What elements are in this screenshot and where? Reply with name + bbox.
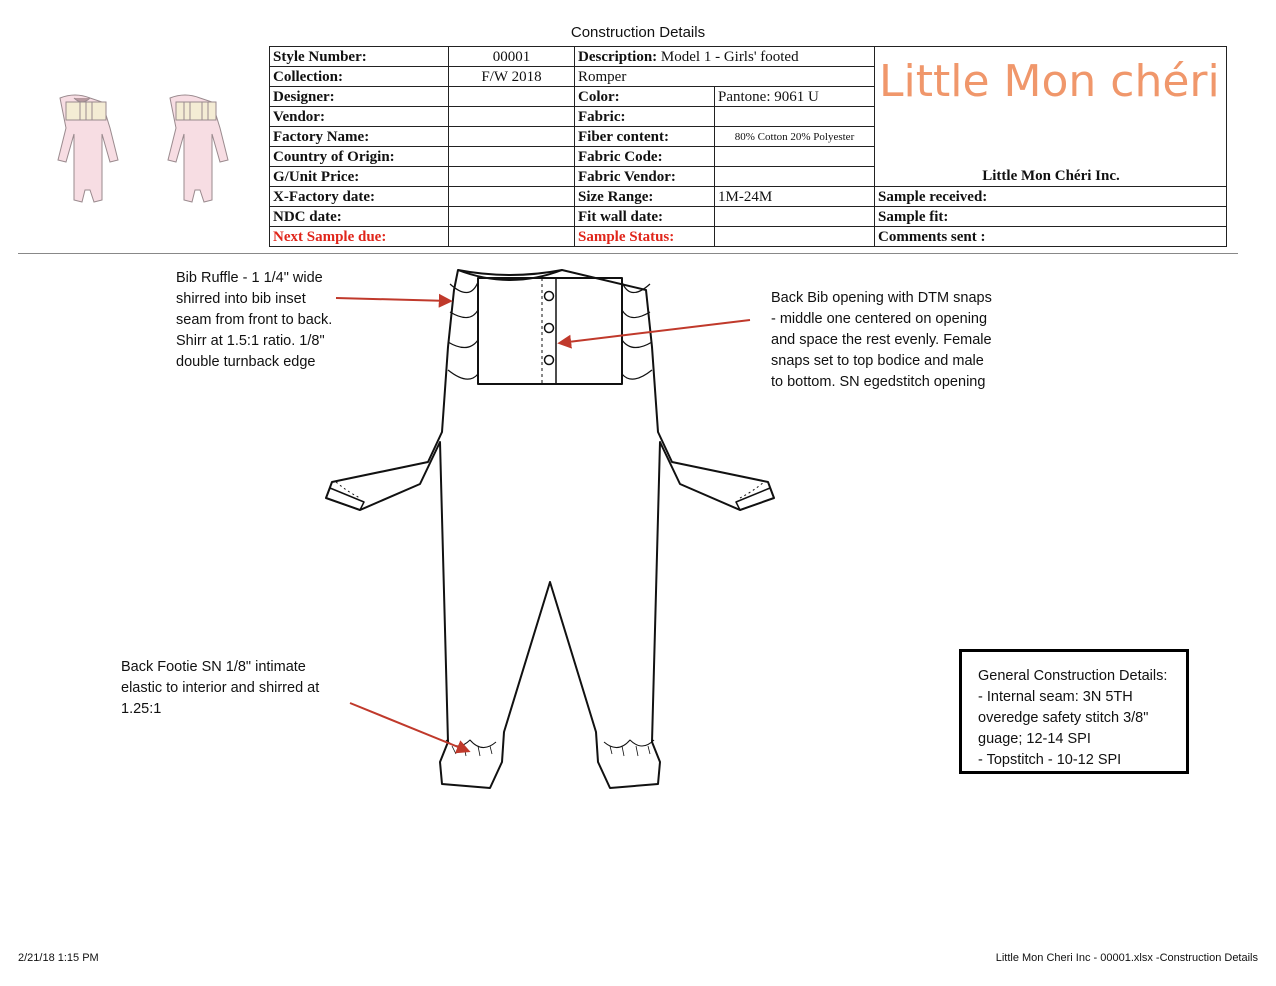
note-line: 1.25:1 — [121, 701, 162, 717]
unit-price-label: G/Unit Price: — [270, 167, 449, 187]
company-name: Little Mon Chéri Inc. — [982, 168, 1120, 184]
sample-status-label: Sample Status: — [575, 227, 715, 247]
comments-sent-label: Comments sent : — [875, 227, 1227, 247]
romper-thumbnails — [30, 90, 260, 215]
note-line: - Topstitch - 10-12 SPI — [978, 752, 1122, 768]
description-value: Model 1 - Girls' footed — [660, 49, 799, 65]
note-line: seam from front to back. — [176, 312, 333, 328]
fit-wall-value — [715, 207, 875, 227]
footer-datetime: 2/21/18 1:15 PM — [18, 952, 99, 964]
brand-logo: Little Mon chéri — [879, 56, 1220, 107]
footer-filename: Little Mon Cheri Inc - 00001.xlsx -Construction Details — [995, 952, 1258, 964]
sample-fit-label: Sample fit: — [875, 207, 1227, 227]
fabric-label: Fabric: — [575, 107, 715, 127]
style-number-value: 00001 — [449, 47, 575, 67]
note-line: overedge safety stitch 3/8" — [978, 710, 1149, 726]
fabric-code-value — [715, 147, 875, 167]
factory-name-value — [449, 127, 575, 147]
page-title: Construction Details — [570, 24, 706, 41]
divider — [18, 253, 1238, 254]
note-line: elastic to interior and shirred at — [121, 680, 320, 696]
country-value — [449, 147, 575, 167]
note-line: Shirr at 1.5:1 ratio. 1/8" — [176, 333, 325, 349]
fabric-value — [715, 107, 875, 127]
fiber-content-value: 80% Cotton 20% Polyester — [715, 127, 875, 147]
style-number-label: Style Number: — [270, 47, 449, 67]
sample-status-value — [715, 227, 875, 247]
fit-wall-label: Fit wall date: — [575, 207, 715, 227]
logo-cell — [875, 47, 1227, 187]
romper-back-sketch — [300, 262, 800, 802]
note-line: - middle one centered on opening — [771, 311, 988, 327]
xfactory-value — [449, 187, 575, 207]
designer-value — [449, 87, 575, 107]
note-line: to bottom. SN egedstitch opening — [771, 374, 986, 390]
back-thumbnail — [168, 95, 228, 202]
note-line: snaps set to top bodice and male — [771, 353, 984, 369]
description-cell — [575, 47, 875, 67]
note-line: - Internal seam: 3N 5TH — [978, 689, 1133, 705]
fabric-vendor-value — [715, 167, 875, 187]
back-footie-note — [121, 657, 319, 720]
back-bib-note — [771, 288, 992, 393]
description-label: Description: — [578, 49, 658, 65]
factory-name-label: Factory Name: — [270, 127, 449, 147]
bib-ruffle-note — [176, 268, 332, 373]
note-line: shirred into bib inset — [176, 291, 306, 307]
country-label: Country of Origin: — [270, 147, 449, 167]
front-thumbnail — [58, 95, 118, 202]
designer-label: Designer: — [270, 87, 449, 107]
unit-price-value — [449, 167, 575, 187]
vendor-value — [449, 107, 575, 127]
spec-table — [269, 46, 1227, 247]
fabric-code-label: Fabric Code: — [575, 147, 715, 167]
fabric-vendor-label: Fabric Vendor: — [575, 167, 715, 187]
note-line: and space the rest evenly. Female — [771, 332, 992, 348]
size-range-value: 1M-24M — [715, 187, 875, 207]
general-title: General Construction Details: — [978, 668, 1168, 684]
note-line: guage; 12-14 SPI — [978, 731, 1091, 747]
note-line: Back Footie SN 1/8" intimate — [121, 659, 306, 675]
ndc-value — [449, 207, 575, 227]
color-label: Color: — [575, 87, 715, 107]
ndc-label: NDC date: — [270, 207, 449, 227]
sample-received-label: Sample received: — [875, 187, 1227, 207]
note-line: Back Bib opening with DTM snaps — [771, 290, 992, 306]
next-sample-label: Next Sample due: — [270, 227, 449, 247]
xfactory-label: X-Factory date: — [270, 187, 449, 207]
next-sample-value — [449, 227, 575, 247]
collection-value: F/W 2018 — [449, 67, 575, 87]
general-construction-box — [959, 649, 1189, 774]
collection-label: Collection: — [270, 67, 449, 87]
color-value: Pantone: 9061 U — [715, 87, 875, 107]
size-range-label: Size Range: — [575, 187, 715, 207]
vendor-label: Vendor: — [270, 107, 449, 127]
fiber-content-label: Fiber content: — [575, 127, 715, 147]
note-line: Bib Ruffle - 1 1/4" wide — [176, 270, 323, 286]
note-line: double turnback edge — [176, 354, 316, 370]
description-line2: Romper — [575, 67, 875, 87]
